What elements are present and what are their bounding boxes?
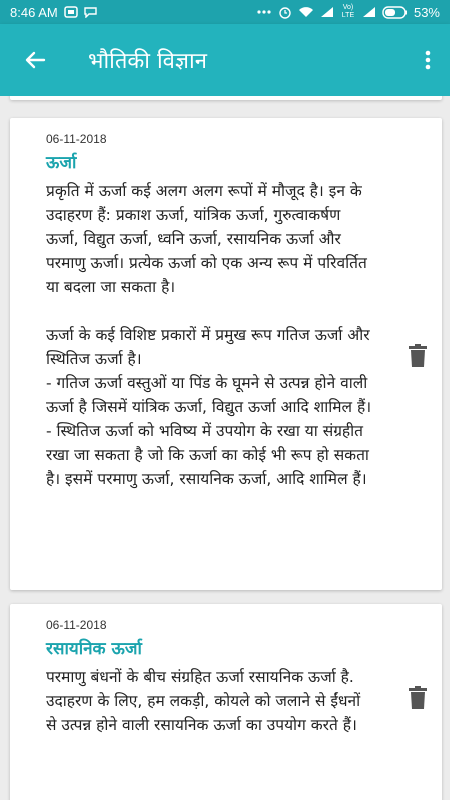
more-vert-icon [425, 50, 431, 70]
battery-icon [382, 6, 408, 19]
battery-percent: 53% [413, 4, 440, 20]
trash-icon [408, 686, 428, 710]
wifi-icon [298, 6, 314, 18]
list-item[interactable] [10, 96, 442, 100]
notification-icon [64, 6, 78, 18]
note-date: 06-11-2018 [46, 132, 107, 146]
delete-button[interactable] [406, 684, 430, 712]
alarm-icon [278, 5, 292, 19]
arrow-back-icon [24, 49, 46, 71]
carrier-label: Vo) LTE [341, 4, 355, 19]
overflow-menu-button[interactable] [406, 24, 450, 96]
app-bar [0, 24, 450, 96]
note-title: रसायनिक ऊर्जा [46, 639, 142, 659]
page-title: भौतिकी विज्ञान [88, 49, 207, 74]
chat-icon [84, 6, 97, 18]
note-body: प्रकृति में ऊर्जा कई अलग अलग रूपों में मौजूद है। इन के उदाहरण हैं: प्रकाश ऊर्जा, यांत्रिक ऊर्जा, गुरुत्वाकर्षण ऊर्जा, विद्युत ऊर्जा, ध्वनि ऊर्जा, रसायनिक ऊर्जा और परमाणु ऊर्जा। प्रत्येक ऊर्जा को एक अन्य रूप में परिवर्तित या बदला जा सकता है। ऊर्जा के कई विशिष्ट प्रकारों में प्रमुख रूप गतिज ऊर्जा और स्थितिज ऊर्जा है। - गतिज ऊर्जा वस्तुओं या पिंड के घूमने से उत्पन्न होने वाली ऊर्जा है जिसमें यांत्रिक ऊर्जा, विद्युत ऊर्जा आदि शामिल हैं। - स्थितिज ऊर्जा को भविष्य में उपयोग के रखा या संग्रहीत रखा जा सकता है जो कि ऊर्जा का कोई भी रूप हो सकता है। इसमें परमाणु ऊर्जा, रसायनिक ऊर्जा, आदि शामिल हैं। [46, 182, 372, 488]
note-date: 06-11-2018 [46, 618, 107, 632]
note-title: ऊर्जा [46, 153, 77, 173]
more-notifications-icon [256, 9, 272, 15]
note-card[interactable] [10, 604, 442, 800]
notes-list[interactable] [0, 96, 450, 800]
signal-icon [320, 6, 334, 18]
delete-button[interactable] [406, 342, 430, 370]
signal-icon-2 [362, 6, 376, 18]
trash-icon [408, 344, 428, 368]
status-time: 8:46 AM [10, 4, 58, 20]
status-bar [0, 0, 450, 24]
note-body: परमाणु बंधनों के बीच संग्रहित ऊर्जा रसायनिक ऊर्जा है. उदाहरण के लिए, हम लकड़ी, कोयले को जलाने से ईंधनों से उत्पन्न होने वाली रसायनिक ऊर्जा का उपयोग करते हैं। [46, 668, 366, 734]
back-button[interactable] [0, 24, 70, 96]
note-card[interactable] [10, 118, 442, 590]
